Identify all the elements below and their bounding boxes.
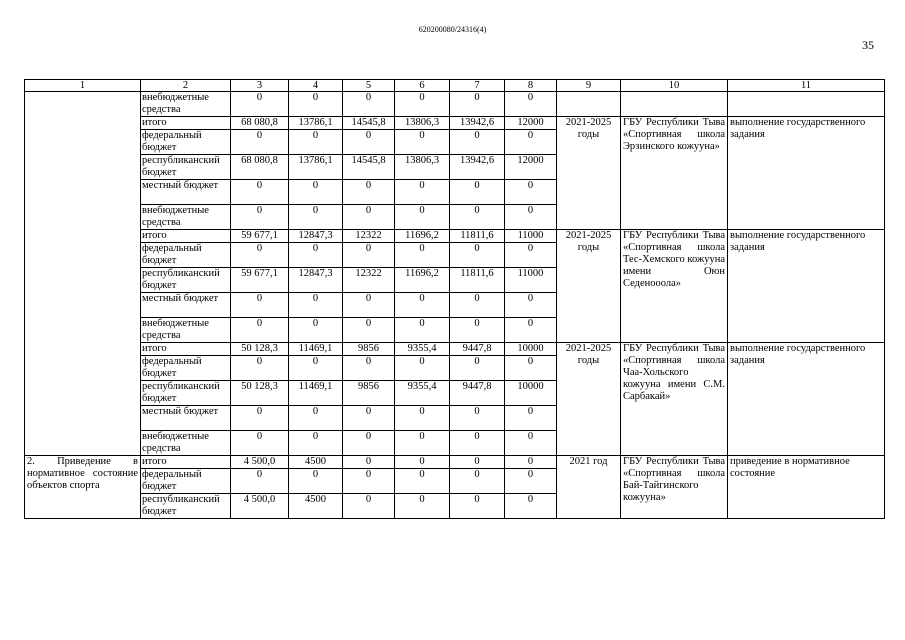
- value-cell: 0: [231, 318, 289, 343]
- value-cell: 13786,1: [289, 117, 343, 130]
- source-label: внебюджетные средства: [141, 431, 231, 456]
- table-row: [25, 456, 885, 469]
- value-cell: 59 677,1: [231, 230, 289, 243]
- value-cell: 11811,6: [450, 230, 505, 243]
- value-cell: 0: [231, 130, 289, 155]
- value-cell: 0: [231, 243, 289, 268]
- value-cell: 0: [395, 92, 450, 117]
- years-cell: 2021-2025 годы: [557, 230, 621, 343]
- value-cell: 12847,3: [289, 268, 343, 293]
- value-cell: 0: [289, 293, 343, 318]
- value-cell: 0: [231, 180, 289, 205]
- table-row: [25, 92, 885, 117]
- value-cell: 0: [450, 92, 505, 117]
- executor-cell: ГБУ Республики Тыва «Спортивная школа Тес-Хемского кожууна имени Оюн Седенооола»: [621, 230, 728, 343]
- value-cell: 9355,4: [395, 381, 450, 406]
- source-label: итого: [141, 456, 231, 469]
- col-header: 3: [231, 80, 289, 92]
- value-cell: 0: [505, 431, 557, 456]
- value-cell: 0: [289, 318, 343, 343]
- years-cell: 2021-2025 годы: [557, 343, 621, 456]
- value-cell: 0: [505, 318, 557, 343]
- source-label: местный бюджет: [141, 180, 231, 205]
- value-cell: 0: [505, 456, 557, 469]
- value-cell: 11696,2: [395, 230, 450, 243]
- budget-table: [24, 79, 885, 519]
- col-header: 1: [25, 80, 141, 92]
- value-cell: 0: [450, 243, 505, 268]
- value-cell: 0: [395, 406, 450, 431]
- value-cell: 0: [289, 356, 343, 381]
- source-label: федеральный бюджет: [141, 469, 231, 494]
- years-cell: 2021-2025 годы: [557, 117, 621, 230]
- value-cell: 11811,6: [450, 268, 505, 293]
- value-cell: 0: [343, 406, 395, 431]
- value-cell: 4 500,0: [231, 494, 289, 519]
- value-cell: 13942,6: [450, 155, 505, 180]
- result-cell: выполнение государственного задания: [728, 230, 885, 343]
- value-cell: 12322: [343, 268, 395, 293]
- value-cell: 13942,6: [450, 117, 505, 130]
- value-cell: 0: [289, 92, 343, 117]
- value-cell: 0: [395, 456, 450, 469]
- value-cell: 9355,4: [395, 343, 450, 356]
- value-cell: 9447,8: [450, 381, 505, 406]
- value-cell: 0: [395, 356, 450, 381]
- column-number-row: [25, 80, 885, 92]
- value-cell: 0: [395, 243, 450, 268]
- value-cell: 0: [505, 406, 557, 431]
- value-cell: 13806,3: [395, 117, 450, 130]
- value-cell: 10000: [505, 381, 557, 406]
- value-cell: 11469,1: [289, 343, 343, 356]
- value-cell: 0: [505, 494, 557, 519]
- source-label: итого: [141, 343, 231, 356]
- result-cell: выполнение государственного задания: [728, 343, 885, 456]
- value-cell: 4500: [289, 456, 343, 469]
- value-cell: 0: [343, 431, 395, 456]
- result-cell: приведение в нормативное состояние: [728, 456, 885, 519]
- result-cell: выполнение государственного задания: [728, 117, 885, 230]
- value-cell: 0: [450, 180, 505, 205]
- value-cell: 0: [395, 130, 450, 155]
- document-code: 620200080/24316(4): [418, 25, 487, 34]
- item-cell: [25, 117, 141, 230]
- value-cell: 68 080,8: [231, 155, 289, 180]
- value-cell: 0: [450, 130, 505, 155]
- item-cell: [25, 230, 141, 343]
- value-cell: 0: [343, 92, 395, 117]
- value-cell: 0: [505, 130, 557, 155]
- page-number: 35: [862, 38, 874, 52]
- value-cell: 0: [343, 293, 395, 318]
- value-cell: 0: [231, 92, 289, 117]
- item-cell: [25, 92, 141, 117]
- value-cell: 0: [343, 318, 395, 343]
- source-label: внебюджетные средства: [141, 318, 231, 343]
- col-header: 2: [141, 80, 231, 92]
- value-cell: 0: [231, 431, 289, 456]
- value-cell: 0: [343, 205, 395, 230]
- source-label: местный бюджет: [141, 293, 231, 318]
- col-header: 7: [450, 80, 505, 92]
- value-cell: 0: [231, 469, 289, 494]
- value-cell: 0: [450, 205, 505, 230]
- value-cell: 10000: [505, 343, 557, 356]
- executor-cell: [621, 92, 728, 117]
- value-cell: 0: [450, 469, 505, 494]
- value-cell: 0: [450, 293, 505, 318]
- value-cell: 0: [289, 130, 343, 155]
- value-cell: 9856: [343, 381, 395, 406]
- item-cell: [25, 343, 141, 456]
- value-cell: 0: [505, 205, 557, 230]
- value-cell: 14545,8: [343, 117, 395, 130]
- value-cell: 0: [505, 180, 557, 205]
- value-cell: 0: [343, 494, 395, 519]
- value-cell: 0: [505, 356, 557, 381]
- source-label: республиканский бюджет: [141, 494, 231, 519]
- value-cell: 0: [395, 431, 450, 456]
- value-cell: 0: [343, 243, 395, 268]
- value-cell: 13806,3: [395, 155, 450, 180]
- source-label: федеральный бюджет: [141, 243, 231, 268]
- value-cell: 50 128,3: [231, 381, 289, 406]
- result-cell: [728, 92, 885, 117]
- value-cell: 0: [343, 180, 395, 205]
- years-cell: [557, 92, 621, 117]
- value-cell: 0: [395, 494, 450, 519]
- col-header: 8: [505, 80, 557, 92]
- source-label: итого: [141, 230, 231, 243]
- value-cell: 50 128,3: [231, 343, 289, 356]
- value-cell: 0: [505, 469, 557, 494]
- value-cell: 0: [395, 293, 450, 318]
- value-cell: 12000: [505, 155, 557, 180]
- col-header: 5: [343, 80, 395, 92]
- source-label: внебюджетные средства: [141, 92, 231, 117]
- value-cell: 13786,1: [289, 155, 343, 180]
- value-cell: 9856: [343, 343, 395, 356]
- table-body: [25, 80, 885, 519]
- value-cell: 14545,8: [343, 155, 395, 180]
- value-cell: 0: [289, 180, 343, 205]
- source-label: федеральный бюджет: [141, 130, 231, 155]
- source-label: республиканский бюджет: [141, 155, 231, 180]
- table-row: [25, 230, 885, 243]
- value-cell: 0: [395, 180, 450, 205]
- value-cell: 0: [505, 293, 557, 318]
- executor-cell: ГБУ Республики Тыва «Спортивная школа Эрзинского кожууна»: [621, 117, 728, 230]
- value-cell: 0: [231, 293, 289, 318]
- source-label: федеральный бюджет: [141, 356, 231, 381]
- value-cell: 0: [450, 356, 505, 381]
- col-header: 4: [289, 80, 343, 92]
- value-cell: 0: [289, 205, 343, 230]
- col-header: 10: [621, 80, 728, 92]
- value-cell: 0: [450, 431, 505, 456]
- value-cell: 68 080,8: [231, 117, 289, 130]
- value-cell: 4 500,0: [231, 456, 289, 469]
- value-cell: 0: [343, 356, 395, 381]
- source-label: итого: [141, 117, 231, 130]
- value-cell: 0: [289, 406, 343, 431]
- col-header: 9: [557, 80, 621, 92]
- value-cell: 0: [343, 469, 395, 494]
- value-cell: 0: [289, 243, 343, 268]
- source-label: внебюджетные средства: [141, 205, 231, 230]
- value-cell: 12847,3: [289, 230, 343, 243]
- value-cell: 12000: [505, 117, 557, 130]
- value-cell: 0: [505, 243, 557, 268]
- col-header: 11: [728, 80, 885, 92]
- value-cell: 0: [395, 469, 450, 494]
- col-header: 6: [395, 80, 450, 92]
- source-label: республиканский бюджет: [141, 381, 231, 406]
- value-cell: 0: [231, 406, 289, 431]
- value-cell: 0: [343, 130, 395, 155]
- value-cell: 4500: [289, 494, 343, 519]
- value-cell: 0: [450, 456, 505, 469]
- value-cell: 0: [450, 318, 505, 343]
- source-label: республиканский бюджет: [141, 268, 231, 293]
- value-cell: 0: [395, 318, 450, 343]
- value-cell: 12322: [343, 230, 395, 243]
- source-label: местный бюджет: [141, 406, 231, 431]
- table-row: [25, 117, 885, 130]
- value-cell: 9447,8: [450, 343, 505, 356]
- table-row: [25, 343, 885, 356]
- value-cell: 0: [289, 431, 343, 456]
- value-cell: 11696,2: [395, 268, 450, 293]
- value-cell: 59 677,1: [231, 268, 289, 293]
- value-cell: 0: [289, 469, 343, 494]
- value-cell: 0: [450, 406, 505, 431]
- value-cell: 0: [343, 456, 395, 469]
- value-cell: 11469,1: [289, 381, 343, 406]
- value-cell: 0: [395, 205, 450, 230]
- value-cell: 11000: [505, 268, 557, 293]
- value-cell: 0: [231, 356, 289, 381]
- value-cell: 11000: [505, 230, 557, 243]
- years-cell: 2021 год: [557, 456, 621, 519]
- value-cell: 0: [450, 494, 505, 519]
- item-cell: 2. Приведение в нормативное состояние объектов спорта: [25, 456, 141, 519]
- value-cell: 0: [231, 205, 289, 230]
- executor-cell: ГБУ Республики Тыва «Спортивная школа Бай-Тайгинского кожууна»: [621, 456, 728, 519]
- value-cell: 0: [505, 92, 557, 117]
- executor-cell: ГБУ Республики Тыва «Спортивная школа Чаа-Хольского кожууна имени С.М. Сарбакай»: [621, 343, 728, 456]
